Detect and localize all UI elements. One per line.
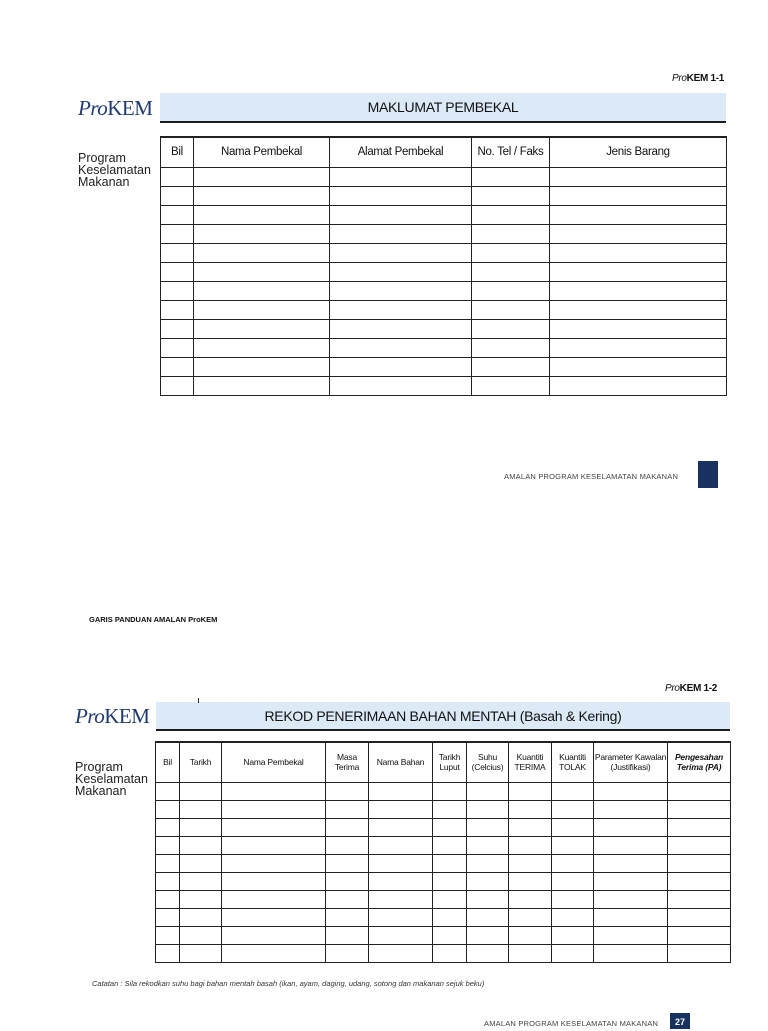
table-cell[interactable] bbox=[467, 926, 509, 944]
table-cell[interactable] bbox=[180, 854, 222, 872]
table-cell[interactable] bbox=[161, 357, 194, 376]
col-header-nama-bahan: Nama Bahan bbox=[369, 742, 433, 782]
table-cell[interactable] bbox=[594, 944, 668, 962]
table-cell[interactable] bbox=[550, 338, 727, 357]
table-row bbox=[156, 944, 731, 962]
table-cell[interactable] bbox=[330, 243, 472, 262]
table-row bbox=[161, 243, 727, 262]
table-row bbox=[156, 854, 731, 872]
form-code bbox=[672, 73, 724, 84]
table-cell[interactable] bbox=[156, 854, 180, 872]
table-cell[interactable] bbox=[552, 890, 594, 908]
table-cell[interactable] bbox=[369, 854, 433, 872]
table-cell[interactable] bbox=[326, 818, 369, 836]
table-cell[interactable] bbox=[161, 243, 194, 262]
logo-kem: KEM bbox=[107, 96, 153, 120]
table-cell[interactable] bbox=[668, 908, 731, 926]
table-cell[interactable] bbox=[509, 800, 552, 818]
table-note: Catatan : Sila rekodkan suhu bagi bahan mentah basah (ikan, ayam, daging, udang, sotong dan makanan sejuk beku) bbox=[92, 979, 485, 988]
table-cell[interactable] bbox=[156, 818, 180, 836]
table-cell[interactable] bbox=[369, 800, 433, 818]
footer-marker bbox=[698, 461, 718, 488]
table-row bbox=[156, 908, 731, 926]
table-cell[interactable] bbox=[552, 872, 594, 890]
table-cell[interactable] bbox=[161, 338, 194, 357]
table-cell[interactable] bbox=[194, 186, 330, 205]
table-cell[interactable] bbox=[552, 908, 594, 926]
form-title: REKOD PENERIMAAN BAHAN MENTAH (Basah & Kering) bbox=[264, 708, 622, 724]
table-cell[interactable] bbox=[594, 782, 668, 800]
table-cell[interactable] bbox=[180, 908, 222, 926]
table-cell[interactable] bbox=[194, 243, 330, 262]
program-label-line: Program bbox=[75, 760, 123, 774]
table-row bbox=[161, 300, 727, 319]
header-tick bbox=[198, 698, 199, 703]
table-row bbox=[156, 890, 731, 908]
table-cell[interactable] bbox=[467, 818, 509, 836]
table-cell[interactable] bbox=[509, 926, 552, 944]
table-row bbox=[156, 836, 731, 854]
col-header-tarikh-luput: Tarikh Luput bbox=[433, 742, 467, 782]
table-cell[interactable] bbox=[194, 281, 330, 300]
table-cell[interactable] bbox=[369, 890, 433, 908]
table-cell[interactable] bbox=[180, 782, 222, 800]
col-header-nama-pembekal: Nama Pembekal bbox=[194, 137, 330, 167]
form-code bbox=[665, 683, 717, 694]
table-cell[interactable] bbox=[509, 836, 552, 854]
table-cell[interactable] bbox=[222, 854, 326, 872]
col-header-suhu: Suhu (Celcius) bbox=[467, 742, 509, 782]
table-cell[interactable] bbox=[330, 376, 472, 395]
guideline-header: GARIS PANDUAN AMALAN ProKEM bbox=[89, 615, 218, 624]
table-cell[interactable] bbox=[472, 281, 550, 300]
table-cell[interactable] bbox=[194, 338, 330, 357]
table-cell[interactable] bbox=[369, 836, 433, 854]
form-title-bar bbox=[156, 702, 730, 731]
table-cell[interactable] bbox=[550, 357, 727, 376]
table-cell[interactable] bbox=[369, 908, 433, 926]
table-cell[interactable] bbox=[369, 872, 433, 890]
table-cell[interactable] bbox=[326, 854, 369, 872]
table-cell[interactable] bbox=[156, 836, 180, 854]
table-cell[interactable] bbox=[472, 376, 550, 395]
prokem-logo bbox=[75, 704, 149, 729]
table-cell[interactable] bbox=[326, 800, 369, 818]
col-header-bil: Bil bbox=[161, 137, 194, 167]
logo-pro: Pro bbox=[75, 704, 105, 728]
table-cell[interactable] bbox=[330, 186, 472, 205]
table-cell[interactable] bbox=[330, 281, 472, 300]
table-cell[interactable] bbox=[433, 890, 467, 908]
table-cell[interactable] bbox=[509, 908, 552, 926]
table-cell[interactable] bbox=[472, 186, 550, 205]
program-label-line: Keselamatan bbox=[75, 772, 148, 786]
table-cell[interactable] bbox=[668, 926, 731, 944]
table-cell[interactable] bbox=[467, 782, 509, 800]
table-cell[interactable] bbox=[552, 944, 594, 962]
table-cell[interactable] bbox=[194, 357, 330, 376]
table-cell[interactable] bbox=[550, 281, 727, 300]
table-cell[interactable] bbox=[552, 800, 594, 818]
col-header-kuantiti-terima: Kuantiti TERIMA bbox=[509, 742, 552, 782]
table-cell[interactable] bbox=[330, 319, 472, 338]
table-cell[interactable] bbox=[594, 818, 668, 836]
table-cell[interactable] bbox=[552, 854, 594, 872]
table-row bbox=[156, 818, 731, 836]
table-cell[interactable] bbox=[161, 262, 194, 281]
table-row bbox=[156, 872, 731, 890]
col-header-alamat-pembekal: Alamat Pembekal bbox=[330, 137, 472, 167]
page-footer-text: AMALAN PROGRAM KESELAMATAN MAKANAN bbox=[504, 472, 679, 481]
table-cell[interactable] bbox=[552, 926, 594, 944]
table-cell[interactable] bbox=[472, 224, 550, 243]
col-header-parameter-kawalan: Parameter Kawalan (Justifikasi) bbox=[594, 742, 668, 782]
receiving-record-table bbox=[155, 741, 731, 963]
table-cell[interactable] bbox=[330, 167, 472, 186]
table-cell[interactable] bbox=[472, 357, 550, 376]
table-row bbox=[161, 281, 727, 300]
table-cell[interactable] bbox=[330, 300, 472, 319]
table-cell[interactable] bbox=[550, 262, 727, 281]
table-cell[interactable] bbox=[180, 944, 222, 962]
table-row bbox=[156, 926, 731, 944]
col-header-jenis-barang: Jenis Barang bbox=[550, 137, 727, 167]
table-cell[interactable] bbox=[330, 262, 472, 281]
table-cell[interactable] bbox=[472, 338, 550, 357]
table-cell[interactable] bbox=[668, 836, 731, 854]
table-cell[interactable] bbox=[433, 872, 467, 890]
table-cell[interactable] bbox=[161, 205, 194, 224]
table-row bbox=[161, 357, 727, 376]
table-row bbox=[161, 376, 727, 395]
table-row bbox=[161, 224, 727, 243]
table-cell[interactable] bbox=[550, 243, 727, 262]
table-cell[interactable] bbox=[326, 782, 369, 800]
table-cell[interactable] bbox=[222, 890, 326, 908]
table-cell[interactable] bbox=[433, 854, 467, 872]
table-cell[interactable] bbox=[222, 926, 326, 944]
page-number: 27 bbox=[670, 1013, 690, 1029]
table-cell[interactable] bbox=[594, 872, 668, 890]
table-cell[interactable] bbox=[550, 376, 727, 395]
table-cell[interactable] bbox=[467, 836, 509, 854]
table-cell[interactable] bbox=[369, 818, 433, 836]
table-cell[interactable] bbox=[594, 890, 668, 908]
table-cell[interactable] bbox=[433, 908, 467, 926]
form-title: MAKLUMAT PEMBEKAL bbox=[367, 99, 519, 115]
table-cell[interactable] bbox=[180, 872, 222, 890]
logo-pro: Pro bbox=[78, 96, 108, 120]
col-header-pengesahan-terima: Pengesahan Terima (PA) bbox=[668, 742, 731, 782]
table-cell[interactable] bbox=[433, 836, 467, 854]
table-cell[interactable] bbox=[668, 944, 731, 962]
table-cell[interactable] bbox=[668, 782, 731, 800]
table-row bbox=[161, 167, 727, 186]
table-cell[interactable] bbox=[472, 319, 550, 338]
table-cell[interactable] bbox=[550, 224, 727, 243]
col-header-kuantiti-tolak: Kuantiti TOLAK bbox=[552, 742, 594, 782]
table-row bbox=[156, 782, 731, 800]
table-cell[interactable] bbox=[180, 890, 222, 908]
table-cell[interactable] bbox=[552, 782, 594, 800]
table-cell[interactable] bbox=[550, 319, 727, 338]
table-cell[interactable] bbox=[472, 262, 550, 281]
table-cell[interactable] bbox=[156, 908, 180, 926]
table-cell[interactable] bbox=[330, 224, 472, 243]
logo-kem: KEM bbox=[104, 704, 150, 728]
table-cell[interactable] bbox=[369, 944, 433, 962]
table-cell[interactable] bbox=[509, 890, 552, 908]
table-cell[interactable] bbox=[326, 836, 369, 854]
col-header-no-tel: No. Tel / Faks bbox=[472, 137, 550, 167]
table-cell[interactable] bbox=[222, 944, 326, 962]
table-cell[interactable] bbox=[550, 167, 727, 186]
table-cell[interactable] bbox=[156, 782, 180, 800]
table-cell[interactable] bbox=[509, 782, 552, 800]
table-cell[interactable] bbox=[161, 224, 194, 243]
table-row bbox=[161, 262, 727, 281]
table-cell[interactable] bbox=[594, 908, 668, 926]
table-cell[interactable] bbox=[194, 262, 330, 281]
table-cell[interactable] bbox=[222, 800, 326, 818]
program-label-line: Program bbox=[78, 151, 126, 165]
col-header-tarikh: Tarikh bbox=[180, 742, 222, 782]
table-cell[interactable] bbox=[156, 890, 180, 908]
table-cell[interactable] bbox=[467, 872, 509, 890]
form-code-prefix: Pro bbox=[665, 683, 680, 694]
table-cell[interactable] bbox=[156, 944, 180, 962]
table-cell[interactable] bbox=[180, 818, 222, 836]
table-cell[interactable] bbox=[161, 167, 194, 186]
table-cell[interactable] bbox=[467, 908, 509, 926]
table-cell[interactable] bbox=[509, 818, 552, 836]
table-cell[interactable] bbox=[433, 800, 467, 818]
program-label bbox=[75, 761, 148, 797]
table-cell[interactable] bbox=[472, 243, 550, 262]
program-label-line: Makanan bbox=[75, 784, 127, 798]
col-header-masa-terima: Masa Terima bbox=[326, 742, 369, 782]
table-cell[interactable] bbox=[194, 300, 330, 319]
table-cell[interactable] bbox=[326, 908, 369, 926]
table-cell[interactable] bbox=[509, 854, 552, 872]
program-label bbox=[78, 152, 151, 188]
form-code-number: KEM 1-2 bbox=[679, 683, 718, 694]
col-header-bil: Bil bbox=[156, 742, 180, 782]
table-row bbox=[161, 319, 727, 338]
table-cell[interactable] bbox=[433, 818, 467, 836]
table-cell[interactable] bbox=[467, 854, 509, 872]
table-cell[interactable] bbox=[222, 872, 326, 890]
table-cell[interactable] bbox=[330, 205, 472, 224]
table-row bbox=[161, 205, 727, 224]
table-cell[interactable] bbox=[156, 872, 180, 890]
table-cell[interactable] bbox=[472, 300, 550, 319]
table-cell[interactable] bbox=[180, 926, 222, 944]
table-cell[interactable] bbox=[330, 338, 472, 357]
table-cell[interactable] bbox=[369, 782, 433, 800]
table-cell[interactable] bbox=[594, 926, 668, 944]
table-cell[interactable] bbox=[222, 818, 326, 836]
prokem-logo bbox=[78, 96, 152, 121]
program-label-line: Keselamatan bbox=[78, 163, 151, 177]
table-cell[interactable] bbox=[467, 800, 509, 818]
table-cell[interactable] bbox=[467, 890, 509, 908]
form-title-bar bbox=[160, 93, 726, 123]
table-cell[interactable] bbox=[433, 926, 467, 944]
table-cell[interactable] bbox=[509, 944, 552, 962]
table-cell[interactable] bbox=[180, 836, 222, 854]
program-label-line: Makanan bbox=[78, 175, 130, 189]
form-code-number: KEM 1-1 bbox=[686, 73, 725, 84]
table-cell[interactable] bbox=[156, 800, 180, 818]
table-cell[interactable] bbox=[326, 944, 369, 962]
supplier-table bbox=[160, 136, 727, 396]
table-cell[interactable] bbox=[594, 836, 668, 854]
table-cell[interactable] bbox=[161, 319, 194, 338]
table-cell[interactable] bbox=[467, 944, 509, 962]
table-row bbox=[156, 800, 731, 818]
table-cell[interactable] bbox=[161, 186, 194, 205]
table-cell[interactable] bbox=[194, 319, 330, 338]
table-cell[interactable] bbox=[668, 890, 731, 908]
table-cell[interactable] bbox=[369, 926, 433, 944]
table-cell[interactable] bbox=[180, 800, 222, 818]
table-cell[interactable] bbox=[194, 205, 330, 224]
table-cell[interactable] bbox=[330, 357, 472, 376]
table-row bbox=[161, 186, 727, 205]
table-cell[interactable] bbox=[550, 205, 727, 224]
form-code-prefix: Pro bbox=[672, 73, 687, 84]
table-cell[interactable] bbox=[194, 167, 330, 186]
table-cell[interactable] bbox=[550, 300, 727, 319]
page-footer-text: AMALAN PROGRAM KESELAMATAN MAKANAN bbox=[484, 1019, 659, 1028]
table-cell[interactable] bbox=[433, 782, 467, 800]
table-cell[interactable] bbox=[194, 376, 330, 395]
table-cell[interactable] bbox=[550, 186, 727, 205]
table-cell[interactable] bbox=[509, 872, 552, 890]
table-cell[interactable] bbox=[156, 926, 180, 944]
table-cell[interactable] bbox=[668, 818, 731, 836]
table-cell[interactable] bbox=[433, 944, 467, 962]
table-cell[interactable] bbox=[326, 890, 369, 908]
table-cell[interactable] bbox=[326, 872, 369, 890]
table-cell[interactable] bbox=[594, 800, 668, 818]
table-cell[interactable] bbox=[472, 167, 550, 186]
col-header-nama-pembekal: Nama Pembekal bbox=[222, 742, 326, 782]
table-cell[interactable] bbox=[472, 205, 550, 224]
table-cell[interactable] bbox=[222, 836, 326, 854]
table-cell[interactable] bbox=[222, 908, 326, 926]
table-cell[interactable] bbox=[161, 300, 194, 319]
table-cell[interactable] bbox=[222, 782, 326, 800]
table-row bbox=[161, 338, 727, 357]
table-cell[interactable] bbox=[552, 836, 594, 854]
table-cell[interactable] bbox=[326, 926, 369, 944]
table-cell[interactable] bbox=[668, 800, 731, 818]
table-cell[interactable] bbox=[161, 281, 194, 300]
table-cell[interactable] bbox=[668, 872, 731, 890]
table-cell[interactable] bbox=[161, 376, 194, 395]
table-cell[interactable] bbox=[594, 854, 668, 872]
table-cell[interactable] bbox=[668, 854, 731, 872]
table-cell[interactable] bbox=[552, 818, 594, 836]
table-cell[interactable] bbox=[194, 224, 330, 243]
